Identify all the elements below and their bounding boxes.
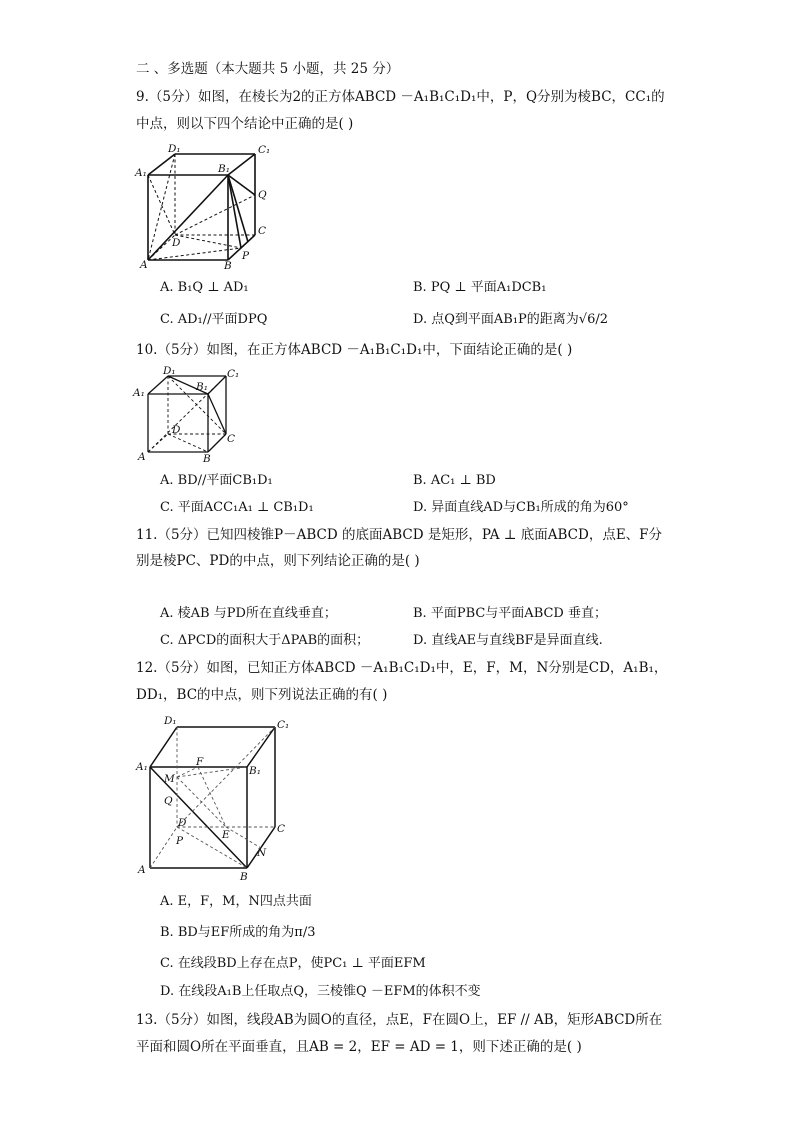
q11-option-c: C. ΔPCD的面积大于ΔPAB的面积； <box>160 633 370 648</box>
q12-fig-label-d: D <box>178 817 187 829</box>
q12-fig-label-a: A <box>138 864 146 876</box>
q11-option-d: D. 直线AE与直线BF是异面直线. <box>413 633 603 648</box>
q12-fig-label-q: Q <box>164 795 173 807</box>
q10-fig-label-c1: C₁ <box>227 368 240 380</box>
q9-fig-label-q: Q <box>258 189 267 201</box>
q10-option-b: B. AC₁ ⊥ BD <box>413 473 496 488</box>
q12-cube-figure <box>132 710 302 889</box>
q9-fig-label-c1: C₁ <box>258 144 271 156</box>
section-header: 二 、多选题（本大题共 5 小题，共 25 分） <box>136 61 400 77</box>
q12-fig-label-c1: C₁ <box>277 719 290 731</box>
q9-stem-line2: 中点，则以下四个结论中正确的是( ) <box>136 116 354 132</box>
q13-stem-line2: 平面和圆O所在平面垂直，且AB = 2，EF = AD = 1，则下述正确的是( ) <box>136 1039 582 1055</box>
q10-option-d: D. 异面直线AD与CB₁所成的角为60° <box>413 500 629 515</box>
q12-fig-label-m: M <box>164 773 175 785</box>
q12-option-a: A. E，F，M，N四点共面 <box>160 894 312 909</box>
q10-option-c: C. 平面ACC₁A₁ ⊥ CB₁D₁ <box>160 500 314 515</box>
q9-stem-line1: 9.（5分）如图，在棱长为2的正方体ABCD －A₁B₁C₁D₁中，P，Q分别为棱BC，CC₁的 <box>136 89 665 105</box>
q11-option-a: A. 棱AB 与PD所在直线垂直； <box>160 606 337 621</box>
q12-fig-label-d1: D₁ <box>164 715 177 727</box>
q10-fig-label-a: A <box>138 451 146 463</box>
q9-fig-label-c: C <box>258 225 267 237</box>
q9-fig-label-b: B <box>224 260 232 272</box>
q12-option-b: B. BD与EF所成的角为π/3 <box>160 925 316 940</box>
q10-fig-label-b1: B₁ <box>196 381 208 393</box>
q9-fig-label-a: A <box>140 259 148 271</box>
q9-option-a: A. B₁Q ⊥ AD₁ <box>160 280 249 295</box>
q12-fig-label-f: F <box>196 756 204 768</box>
q12-stem-line2: DD₁，BC的中点，则下列说法正确的有( ) <box>136 687 388 703</box>
q9-option-c: C. AD₁//平面DPQ <box>160 312 268 327</box>
q10-fig-label-a1: A₁ <box>133 387 145 399</box>
q9-option-b: B. PQ ⊥ 平面A₁DCB₁ <box>413 280 547 295</box>
q10-fig-label-c: C <box>227 433 236 445</box>
q11-option-b: B. 平面PBC与平面ABCD 垂直； <box>413 606 607 621</box>
q10-fig-label-b: B <box>203 453 211 465</box>
q9-fig-label-d: D <box>172 237 181 249</box>
q12-cube-svg <box>132 710 302 885</box>
q11-stem-line2: 别是棱PC、PD的中点，则下列结论正确的是( ) <box>136 553 420 569</box>
q13-stem-line1: 13.（5分）如图，线段AB为圆O的直径，点E，F在圆O上，EF // AB，矩形ABCD所在 <box>136 1012 663 1028</box>
q12-option-d: D. 在线段A₁B上任取点Q，三棱锥Q －EFM的体积不变 <box>160 984 481 999</box>
q12-fig-label-e: E <box>222 829 230 841</box>
q11-stem-line1: 11.（5分）已知四棱锥P－ABCD 的底面ABCD 是矩形，PA ⊥ 底面ABCD，点E、F分 <box>136 527 663 543</box>
q12-fig-label-p: P <box>176 835 184 847</box>
q9-option-d: D. 点Q到平面AB₁P的距离为√6/2 <box>413 312 608 327</box>
q10-fig-label-d: D <box>172 424 181 436</box>
q12-fig-label-b1: B₁ <box>249 765 261 777</box>
q9-fig-label-b1: B₁ <box>218 163 230 175</box>
q10-cube-svg <box>130 364 250 464</box>
q9-cube-svg <box>130 140 290 270</box>
q9-fig-label-p: P <box>242 250 250 262</box>
q12-fig-label-b: B <box>240 871 248 883</box>
q9-fig-label-d1: D₁ <box>168 143 181 155</box>
q12-fig-label-n: N <box>257 847 267 859</box>
q10-cube-figure <box>130 364 250 468</box>
q10-option-a: A. BD//平面CB₁D₁ <box>160 473 273 488</box>
q12-option-c: C. 在线段BD上存在点P，使PC₁ ⊥ 平面EFM <box>160 956 426 971</box>
q10-stem-line1: 10.（5分）如图，在正方体ABCD －A₁B₁C₁D₁中，下面结论正确的是( ) <box>136 342 573 358</box>
q9-fig-label-a1: A₁ <box>135 167 147 179</box>
q9-cube-figure <box>130 140 290 274</box>
q10-fig-label-d1: D₁ <box>163 365 176 377</box>
q12-stem-line1: 12.（5分）如图，已知正方体ABCD －A₁B₁C₁D₁中，E，F，M，N分别是CD，A₁B₁， <box>136 660 668 676</box>
q12-fig-label-c: C <box>277 823 286 835</box>
q12-fig-label-a1: A₁ <box>136 761 148 773</box>
